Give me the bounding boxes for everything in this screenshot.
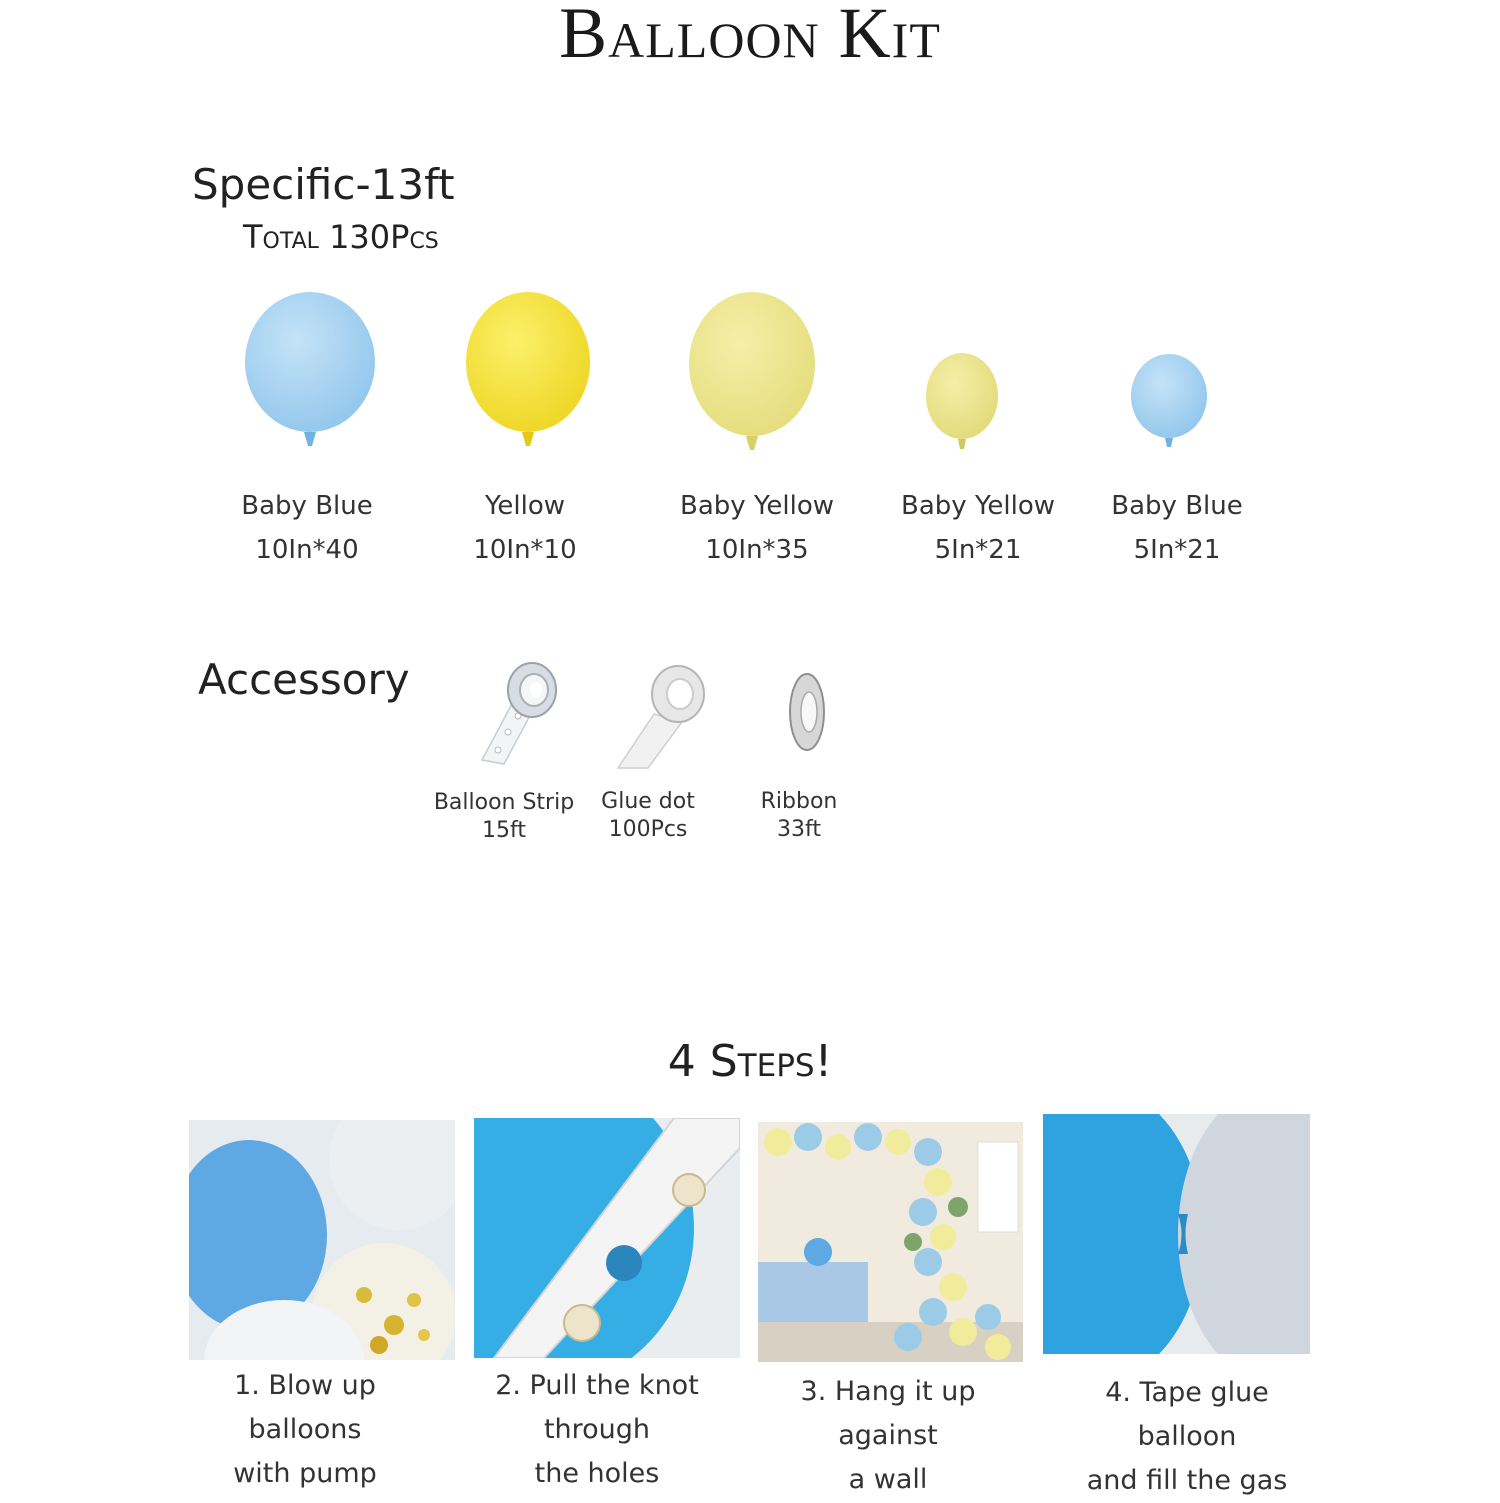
- pull-knot-illustration: [474, 1118, 740, 1358]
- accessory-heading: Accessory: [198, 655, 410, 704]
- balloon-label-baby-yellow-10in: [647, 484, 867, 572]
- balloon-spec: 10In*40: [255, 535, 359, 565]
- step-line: against: [838, 1420, 938, 1451]
- step-line: balloon: [1137, 1421, 1237, 1452]
- step-line: the holes: [534, 1458, 660, 1489]
- balloon-label-baby-blue-5in: [1067, 484, 1287, 572]
- step-2-photo: [474, 1118, 740, 1358]
- balloon-spec: 5In*21: [1133, 535, 1221, 565]
- step-line: 1. Blow up: [234, 1370, 376, 1401]
- balloon-name: Baby Blue: [241, 491, 373, 521]
- balloon-spec: 10In*35: [705, 535, 809, 565]
- step-4-photo: [1043, 1114, 1310, 1354]
- step-1-photo: [189, 1120, 455, 1360]
- balloon-label-yellow-10in: [415, 484, 635, 572]
- step-2-caption: [457, 1364, 737, 1496]
- step-line: 4. Tape glue: [1105, 1377, 1269, 1408]
- step-1-caption: [165, 1364, 445, 1496]
- accessory-ribbon: [714, 788, 884, 844]
- step-4-caption: [1047, 1371, 1327, 1503]
- balloon-name: Baby Yellow: [680, 491, 834, 521]
- accessory-name: Ribbon: [760, 789, 838, 814]
- baby-yellow-5in-balloon-icon: [922, 352, 1002, 456]
- page-title: Balloon Kit: [559, 0, 941, 73]
- yellow-10in-balloon-icon: [462, 290, 597, 460]
- accessory-name: Balloon Strip: [433, 790, 575, 815]
- baby-blue-10in-balloon-icon: [240, 290, 380, 460]
- blow-up-balloons-illustration: [189, 1120, 455, 1360]
- balloon-name: Baby Blue: [1111, 491, 1243, 521]
- baby-blue-5in-balloon-icon: [1128, 352, 1210, 452]
- step-line: through: [543, 1414, 651, 1445]
- balloon-arch-wall-illustration: [758, 1122, 1023, 1362]
- steps-heading: 4 Steps!: [667, 1036, 833, 1087]
- balloon-strip-icon: [474, 660, 564, 770]
- step-line: balloons: [248, 1414, 362, 1445]
- accessory-spec: 100Pcs: [608, 817, 688, 842]
- step-3-photo: [758, 1122, 1023, 1362]
- specific-heading: Specific-13ft: [192, 160, 455, 209]
- accessory-spec: 15ft: [482, 818, 526, 843]
- step-3-caption: [748, 1370, 1028, 1502]
- balloon-name: Yellow: [484, 491, 566, 521]
- step-line: 3. Hang it up: [800, 1376, 976, 1407]
- balloon-spec: 10In*10: [473, 535, 577, 565]
- baby-yellow-10in-balloon-icon: [686, 290, 821, 462]
- balloon-label-baby-yellow-5in: [868, 484, 1088, 572]
- total-count: Total 130Pcs: [243, 218, 439, 256]
- step-line: and fill the gas: [1086, 1465, 1288, 1496]
- accessory-glue-dot: [563, 788, 733, 844]
- step-line: a wall: [848, 1464, 928, 1495]
- balloon-label-baby-blue-10in: [197, 484, 417, 572]
- accessory-name: Glue dot: [601, 789, 695, 814]
- glue-dot-icon: [612, 664, 712, 772]
- accessory-spec: 33ft: [777, 817, 821, 842]
- balloon-spec: 5In*21: [934, 535, 1022, 565]
- step-line: 2. Pull the knot: [495, 1370, 699, 1401]
- balloon-name: Baby Yellow: [901, 491, 1055, 521]
- tape-glue-balloon-illustration: [1043, 1114, 1310, 1354]
- step-line: with pump: [233, 1458, 377, 1489]
- ribbon-icon: [782, 670, 832, 756]
